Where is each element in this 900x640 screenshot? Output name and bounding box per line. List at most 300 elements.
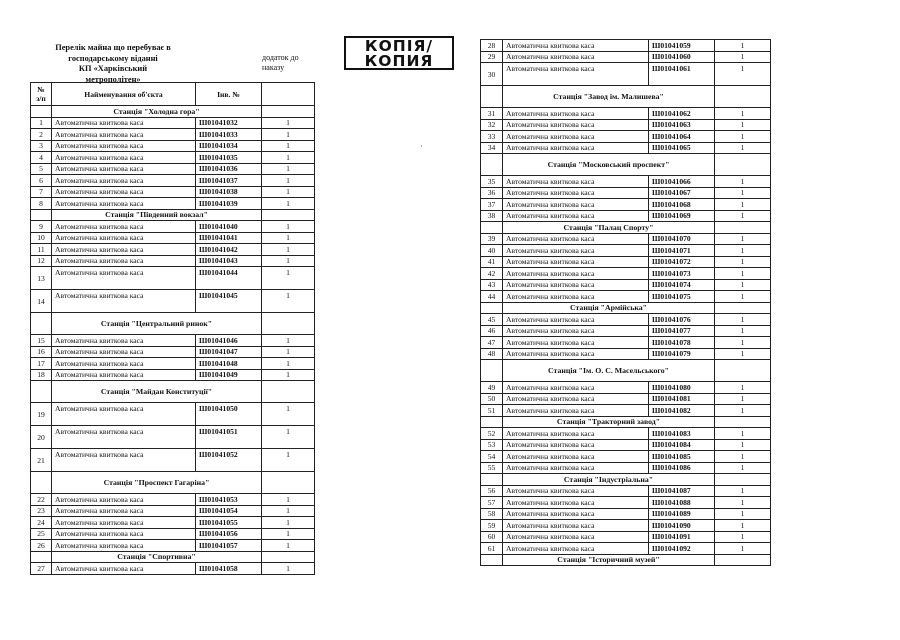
- table-row: [31, 221, 315, 233]
- inventory-number: Ш01041048: [196, 358, 262, 370]
- station-num-cell: [481, 222, 503, 234]
- quantity: 1: [262, 528, 315, 540]
- inventory-number: Ш01041066: [649, 176, 715, 188]
- row-number: 58: [481, 508, 503, 520]
- quantity: 1: [715, 176, 771, 188]
- inventory-number: Ш01041049: [196, 369, 262, 381]
- item-name: Автоматична квиткова каса: [52, 505, 196, 517]
- item-name: Автоматична квиткова каса: [503, 428, 649, 440]
- item-name: Автоматична квиткова каса: [503, 63, 649, 86]
- row-number: 42: [481, 268, 503, 280]
- item-name: Автоматична квиткова каса: [503, 451, 649, 463]
- item-name: Автоматична квиткова каса: [503, 291, 649, 303]
- inventory-number: Ш01041044: [196, 267, 262, 290]
- scan-speck: ·: [420, 142, 423, 151]
- inventory-number: Ш01041047: [196, 346, 262, 358]
- quantity: 1: [715, 245, 771, 257]
- table-row: [31, 140, 315, 152]
- inventory-number: Ш01041056: [196, 528, 262, 540]
- row-number: 53: [481, 439, 503, 451]
- table-row: [481, 393, 771, 405]
- quantity: 1: [262, 403, 315, 426]
- table-row: [31, 517, 315, 529]
- table-row: [481, 63, 771, 86]
- table-row: [31, 403, 315, 426]
- row-number: 31: [481, 108, 503, 120]
- inventory-number: Ш01041076: [649, 314, 715, 326]
- row-number: 28: [481, 40, 503, 52]
- inventory-number: Ш01041052: [196, 449, 262, 472]
- row-number: 3: [31, 140, 52, 152]
- quantity: 1: [715, 428, 771, 440]
- title-line: метрополітен»: [85, 74, 141, 84]
- table-row: [31, 267, 315, 290]
- row-number: 11: [31, 244, 52, 256]
- row-number: 7: [31, 186, 52, 198]
- item-name: Автоматична квиткова каса: [503, 210, 649, 222]
- inventory-number: Ш01041045: [196, 290, 262, 313]
- copy-stamp: [344, 36, 454, 70]
- row-number: 27: [31, 563, 52, 575]
- inventory-number: Ш01041074: [649, 279, 715, 291]
- station-num-cell: [31, 551, 52, 563]
- quantity: 1: [262, 505, 315, 517]
- quantity: 1: [715, 314, 771, 326]
- stamp-line: КОПИЯ: [364, 52, 434, 70]
- quantity: 1: [715, 187, 771, 199]
- item-name: Автоматична квиткова каса: [503, 497, 649, 509]
- title-line: КП «Харківський: [78, 64, 148, 73]
- row-number: 37: [481, 199, 503, 211]
- inventory-number: Ш01041064: [649, 131, 715, 143]
- item-name: Автоматична квиткова каса: [503, 520, 649, 532]
- station-qty-cell: [715, 474, 771, 486]
- item-name: Автоматична квиткова каса: [52, 244, 196, 256]
- inventory-number: Ш01041040: [196, 221, 262, 233]
- item-name: Автоматична квиткова каса: [503, 108, 649, 120]
- item-name: Автоматична квиткова каса: [52, 198, 196, 210]
- table-row: [31, 117, 315, 129]
- item-name: Автоматична квиткова каса: [52, 403, 196, 426]
- table-row: [31, 290, 315, 313]
- item-name: Автоматична квиткова каса: [503, 508, 649, 520]
- station-row: [481, 222, 771, 234]
- station-row: [31, 381, 315, 403]
- item-name: Автоматична квиткова каса: [52, 494, 196, 506]
- quantity: 1: [262, 563, 315, 575]
- quantity: 1: [262, 117, 315, 129]
- inventory-number: Ш01041059: [649, 40, 715, 52]
- station-num-cell: [31, 313, 52, 335]
- row-number: 55: [481, 462, 503, 474]
- table-row: [31, 152, 315, 164]
- table-row: [481, 131, 771, 143]
- inventory-number: Ш01041089: [649, 508, 715, 520]
- item-name: Автоматична квиткова каса: [503, 199, 649, 211]
- inventory-number: Ш01041067: [649, 187, 715, 199]
- table-row: [481, 51, 771, 63]
- item-name: Автоматична квиткова каса: [52, 335, 196, 347]
- station-num-cell: [481, 474, 503, 486]
- station-row: [31, 551, 315, 563]
- item-name: Автоматична квиткова каса: [52, 358, 196, 370]
- row-number: 8: [31, 198, 52, 210]
- inventory-number: Ш01041091: [649, 531, 715, 543]
- inventory-number: Ш01041090: [649, 520, 715, 532]
- inventory-number: Ш01041086: [649, 462, 715, 474]
- row-number: 44: [481, 291, 503, 303]
- quantity: 1: [715, 291, 771, 303]
- row-number: 61: [481, 543, 503, 555]
- table-row: [481, 508, 771, 520]
- quantity: 1: [715, 199, 771, 211]
- row-number: 54: [481, 451, 503, 463]
- station-qty-cell: [715, 360, 771, 382]
- inventory-number: Ш01041092: [649, 543, 715, 555]
- table-row: [31, 163, 315, 175]
- inventory-number: Ш01041083: [649, 428, 715, 440]
- inventory-number: Ш01041039: [196, 198, 262, 210]
- quantity: 1: [715, 142, 771, 154]
- table-row: [31, 494, 315, 506]
- station-num-cell: [481, 554, 503, 566]
- station-qty-cell: [262, 381, 315, 403]
- station-row: [481, 416, 771, 428]
- quantity: 1: [262, 232, 315, 244]
- inventory-number: Ш01041078: [649, 337, 715, 349]
- item-name: Автоматична квиткова каса: [503, 131, 649, 143]
- row-number: 32: [481, 119, 503, 131]
- quantity: 1: [262, 369, 315, 381]
- row-number: 25: [31, 528, 52, 540]
- row-number: 60: [481, 531, 503, 543]
- row-number: 35: [481, 176, 503, 188]
- station-row: [31, 472, 315, 494]
- item-name: Автоматична квиткова каса: [52, 129, 196, 141]
- row-number: 4: [31, 152, 52, 164]
- quantity: 1: [262, 449, 315, 472]
- quantity: 1: [715, 268, 771, 280]
- quantity: 1: [262, 129, 315, 141]
- inventory-number: Ш01041057: [196, 540, 262, 552]
- item-name: Автоматична квиткова каса: [52, 267, 196, 290]
- station-row: [481, 86, 771, 108]
- item-name: Автоматична квиткова каса: [503, 405, 649, 417]
- title-line: господарському віданні: [68, 53, 158, 63]
- row-number: 46: [481, 325, 503, 337]
- quantity: 1: [715, 531, 771, 543]
- row-number: 24: [31, 517, 52, 529]
- row-number: 14: [31, 290, 52, 313]
- quantity: 1: [715, 451, 771, 463]
- row-number: 43: [481, 279, 503, 291]
- station-qty-cell: [262, 106, 315, 118]
- table-row: [481, 382, 771, 394]
- station-row: [481, 302, 771, 314]
- station-num-cell: [481, 360, 503, 382]
- inventory-number: Ш01041069: [649, 210, 715, 222]
- item-name: Автоматична квиткова каса: [503, 279, 649, 291]
- table-row: [481, 337, 771, 349]
- table-row: [481, 497, 771, 509]
- table-row: [481, 405, 771, 417]
- quantity: 1: [715, 63, 771, 86]
- inventory-number: Ш01041087: [649, 485, 715, 497]
- station-qty-cell: [715, 154, 771, 176]
- inventory-number: Ш01041075: [649, 291, 715, 303]
- item-name: Автоматична квиткова каса: [52, 117, 196, 129]
- quantity: 1: [715, 51, 771, 63]
- table-row: [481, 187, 771, 199]
- inventory-number: Ш01041055: [196, 517, 262, 529]
- inventory-number: Ш01041041: [196, 232, 262, 244]
- table-row: [481, 210, 771, 222]
- item-name: Автоматична квиткова каса: [52, 140, 196, 152]
- quantity: 1: [262, 426, 315, 449]
- header-num: № з/п: [31, 83, 52, 106]
- station-qty-cell: [262, 209, 315, 221]
- inventory-number: Ш01041072: [649, 256, 715, 268]
- inventory-number: Ш01041088: [649, 497, 715, 509]
- item-name: Автоматична квиткова каса: [52, 152, 196, 164]
- table-row: [481, 176, 771, 188]
- quantity: 1: [715, 233, 771, 245]
- left-property-table: [30, 82, 315, 575]
- inventory-number: Ш01041084: [649, 439, 715, 451]
- table-row: [481, 531, 771, 543]
- inventory-number: Ш01041053: [196, 494, 262, 506]
- title-line: Перелік майна що перебуває в: [55, 43, 171, 52]
- inventory-number: Ш01041050: [196, 403, 262, 426]
- station-qty-cell: [262, 313, 315, 335]
- row-number: 17: [31, 358, 52, 370]
- quantity: 1: [262, 335, 315, 347]
- station-name: Станція "Історичний музей": [503, 554, 715, 566]
- station-row: [31, 313, 315, 335]
- item-name: Автоматична квиткова каса: [503, 51, 649, 63]
- item-name: Автоматична квиткова каса: [52, 517, 196, 529]
- row-number: 5: [31, 163, 52, 175]
- station-num-cell: [31, 209, 52, 221]
- station-num-cell: [31, 381, 52, 403]
- station-qty-cell: [715, 222, 771, 234]
- row-number: 6: [31, 175, 52, 187]
- table-row: [31, 369, 315, 381]
- table-row: [481, 199, 771, 211]
- station-name: Станція "Холодна гора": [52, 106, 262, 118]
- row-number: 30: [481, 63, 503, 86]
- item-name: Автоматична квиткова каса: [503, 268, 649, 280]
- quantity: 1: [715, 543, 771, 555]
- station-row: [481, 474, 771, 486]
- row-number: 49: [481, 382, 503, 394]
- item-name: Автоматична квиткова каса: [503, 531, 649, 543]
- table-row: [31, 358, 315, 370]
- quantity: 1: [262, 152, 315, 164]
- station-row: [481, 554, 771, 566]
- item-name: Автоматична квиткова каса: [503, 176, 649, 188]
- item-name: Автоматична квиткова каса: [52, 186, 196, 198]
- table-row: [31, 335, 315, 347]
- table-row: [481, 291, 771, 303]
- table-row: [481, 485, 771, 497]
- inventory-number: Ш01041046: [196, 335, 262, 347]
- row-number: 47: [481, 337, 503, 349]
- table-row: [31, 540, 315, 552]
- table-row: [31, 255, 315, 267]
- table-row: [481, 245, 771, 257]
- quantity: 1: [715, 439, 771, 451]
- stamp-line: КОПІЯ/: [364, 37, 434, 55]
- row-number: 36: [481, 187, 503, 199]
- quantity: 1: [715, 485, 771, 497]
- quantity: 1: [715, 520, 771, 532]
- inventory-number: Ш01041085: [649, 451, 715, 463]
- row-number: 9: [31, 221, 52, 233]
- row-number: 13: [31, 267, 52, 290]
- row-number: 57: [481, 497, 503, 509]
- item-name: Автоматична квиткова каса: [503, 337, 649, 349]
- addendum-note: [262, 53, 314, 73]
- item-name: Автоматична квиткова каса: [503, 245, 649, 257]
- inventory-number: Ш01041079: [649, 348, 715, 360]
- quantity: 1: [262, 198, 315, 210]
- row-number: 39: [481, 233, 503, 245]
- station-num-cell: [31, 472, 52, 494]
- item-name: Автоматична квиткова каса: [503, 543, 649, 555]
- inventory-number: Ш01041038: [196, 186, 262, 198]
- row-number: 26: [31, 540, 52, 552]
- item-name: Автоматична квиткова каса: [503, 256, 649, 268]
- station-name: Станція "Майдан Конституції": [52, 381, 262, 403]
- row-number: 21: [31, 449, 52, 472]
- row-number: 41: [481, 256, 503, 268]
- addendum-line: додаток до: [262, 53, 299, 62]
- item-name: Автоматична квиткова каса: [52, 528, 196, 540]
- table-row: [31, 449, 315, 472]
- quantity: 1: [715, 108, 771, 120]
- inventory-number: Ш01041035: [196, 152, 262, 164]
- item-name: Автоматична квиткова каса: [503, 393, 649, 405]
- quantity: 1: [715, 462, 771, 474]
- station-qty-cell: [715, 554, 771, 566]
- table-row: [481, 348, 771, 360]
- item-name: Автоматична квиткова каса: [503, 119, 649, 131]
- table-row: [481, 451, 771, 463]
- row-number: 56: [481, 485, 503, 497]
- quantity: 1: [715, 325, 771, 337]
- item-name: Автоматична квиткова каса: [503, 233, 649, 245]
- station-name: Станція "Спортивна": [52, 551, 262, 563]
- inventory-number: Ш01041070: [649, 233, 715, 245]
- inventory-number: Ш01041036: [196, 163, 262, 175]
- inventory-number: Ш01041042: [196, 244, 262, 256]
- quantity: 1: [262, 221, 315, 233]
- row-number: 51: [481, 405, 503, 417]
- station-name: Станція "Центральний ринок": [52, 313, 262, 335]
- inventory-number: Ш01041063: [649, 119, 715, 131]
- row-number: 1: [31, 117, 52, 129]
- table-row: [31, 426, 315, 449]
- quantity: 1: [262, 140, 315, 152]
- inventory-number: Ш01041068: [649, 199, 715, 211]
- table-row: [31, 528, 315, 540]
- table-row: [31, 129, 315, 141]
- station-num-cell: [481, 302, 503, 314]
- quantity: 1: [262, 358, 315, 370]
- inventory-number: Ш01041082: [649, 405, 715, 417]
- item-name: Автоматична квиткова каса: [52, 426, 196, 449]
- inventory-number: Ш01041081: [649, 393, 715, 405]
- station-name: Станція "Проспект Гагаріна": [52, 472, 262, 494]
- inventory-number: Ш01041080: [649, 382, 715, 394]
- inventory-number: Ш01041054: [196, 505, 262, 517]
- item-name: Автоматична квиткова каса: [52, 163, 196, 175]
- table-row: [31, 198, 315, 210]
- quantity: 1: [262, 517, 315, 529]
- table-row: [31, 175, 315, 187]
- table-row: [31, 346, 315, 358]
- inventory-number: Ш01041071: [649, 245, 715, 257]
- header-inv: Інв. №: [196, 83, 262, 106]
- header-qty: [262, 83, 315, 106]
- row-number: 29: [481, 51, 503, 63]
- station-row: [481, 360, 771, 382]
- row-number: 52: [481, 428, 503, 440]
- row-number: 45: [481, 314, 503, 326]
- header-name: Найменування об'єкта: [52, 83, 196, 106]
- item-name: Автоматична квиткова каса: [52, 346, 196, 358]
- table-row: [481, 268, 771, 280]
- station-name: Станція "Тракторний завод": [503, 416, 715, 428]
- item-name: Автоматична квиткова каса: [52, 369, 196, 381]
- table-row: [481, 108, 771, 120]
- inventory-number: Ш01041077: [649, 325, 715, 337]
- row-number: 15: [31, 335, 52, 347]
- quantity: 1: [715, 348, 771, 360]
- quantity: 1: [715, 382, 771, 394]
- station-name: Станція "Ім. О. С. Масельського": [503, 360, 715, 382]
- document-title: [30, 43, 196, 85]
- row-number: 50: [481, 393, 503, 405]
- quantity: 1: [262, 267, 315, 290]
- station-row: [31, 106, 315, 118]
- table-row: [31, 186, 315, 198]
- quantity: 1: [262, 163, 315, 175]
- inventory-number: Ш01041060: [649, 51, 715, 63]
- item-name: Автоматична квиткова каса: [52, 540, 196, 552]
- row-number: 22: [31, 494, 52, 506]
- item-name: Автоматична квиткова каса: [503, 485, 649, 497]
- station-qty-cell: [715, 86, 771, 108]
- table-row: [481, 40, 771, 52]
- table-row: [31, 232, 315, 244]
- table-row: [481, 233, 771, 245]
- item-name: Автоматична квиткова каса: [52, 449, 196, 472]
- table-row: [481, 520, 771, 532]
- item-name: Автоматична квиткова каса: [503, 348, 649, 360]
- quantity: 1: [262, 540, 315, 552]
- item-name: Автоматична квиткова каса: [52, 290, 196, 313]
- station-row: [481, 154, 771, 176]
- quantity: 1: [262, 494, 315, 506]
- item-name: Автоматична квиткова каса: [503, 142, 649, 154]
- inventory-number: Ш01041034: [196, 140, 262, 152]
- table-row: [481, 325, 771, 337]
- table-row: [481, 119, 771, 131]
- quantity: 1: [262, 290, 315, 313]
- row-number: 20: [31, 426, 52, 449]
